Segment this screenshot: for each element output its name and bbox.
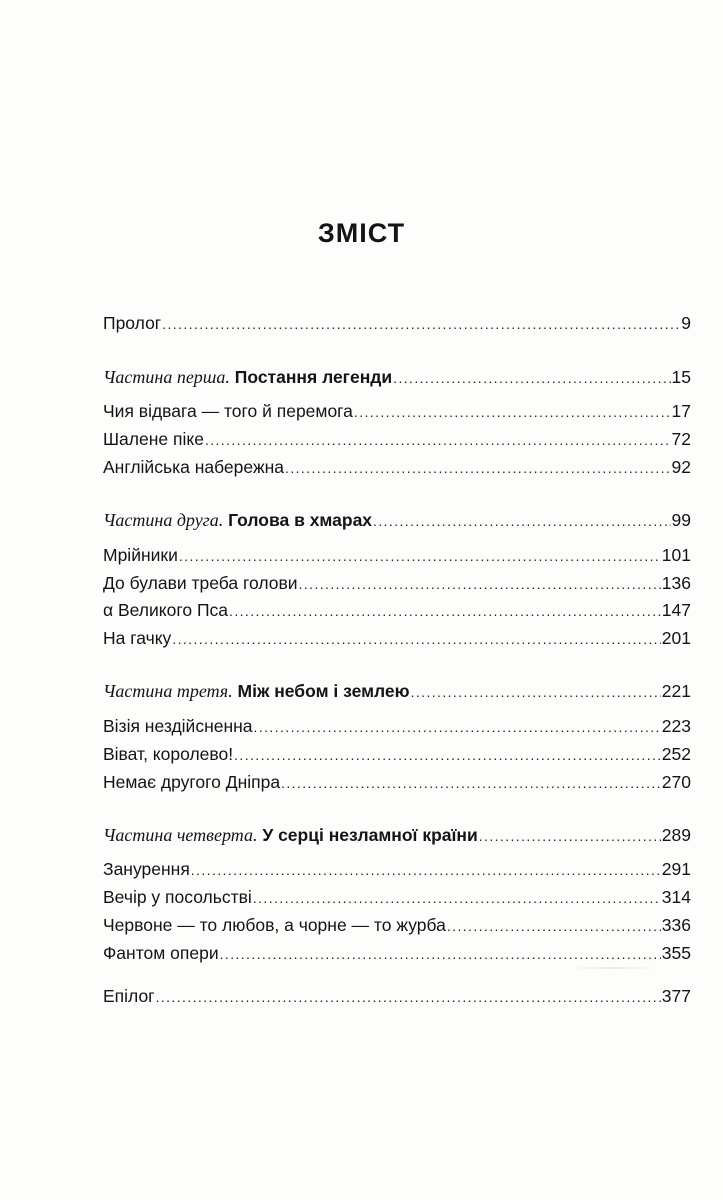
entry-page: 221 [661, 681, 691, 701]
entry-page: 336 [661, 915, 691, 935]
entry-page: 314 [661, 887, 691, 907]
toc-entry [103, 542, 691, 568]
toc-entry [103, 769, 691, 795]
toc-entry [103, 856, 691, 882]
dot-leader [253, 885, 661, 911]
dot-leader [220, 941, 661, 967]
part-prefix: Частина третя. [103, 681, 233, 701]
toc-entry [103, 741, 691, 767]
dot-leader [299, 571, 661, 597]
toc-entry [103, 625, 691, 651]
entry-label: Пролог [103, 313, 162, 333]
toc-title: ЗМІСТ [317, 218, 406, 248]
toc-entry [103, 570, 691, 596]
toc-entry-prolog [103, 310, 691, 336]
dot-leader [234, 742, 661, 768]
toc-part-4 [103, 822, 691, 848]
toc-part-1 [103, 364, 691, 390]
entry-label: α Великого Пса [103, 600, 229, 620]
entry-page: 147 [661, 600, 691, 620]
toc-part-2 [103, 507, 691, 533]
entry-page: 289 [661, 825, 691, 845]
entry-label: Англійська набережна [103, 457, 285, 477]
part-label [103, 507, 372, 533]
entry-page: 377 [661, 986, 691, 1006]
entry-page: 15 [671, 367, 691, 387]
entry-label: Шалене піке [103, 429, 204, 449]
toc-entry [103, 912, 691, 938]
entry-label: Епілог [103, 986, 155, 1006]
part-prefix: Частина четверта. [103, 825, 258, 845]
part-label [103, 678, 410, 704]
part-title: Постання легенди [234, 367, 393, 387]
dot-leader [285, 455, 670, 481]
toc-entry [103, 426, 691, 452]
toc-entry [103, 940, 691, 966]
entry-page: 9 [681, 313, 691, 333]
part-prefix: Частина друга. [103, 510, 224, 530]
toc-entry [103, 597, 691, 623]
entry-label: Занурення [103, 859, 190, 879]
entry-label: Чия відвага — того й перемога [103, 401, 353, 421]
toc-entry [103, 454, 691, 480]
part-label [103, 822, 478, 848]
part-prefix: Частина перша. [103, 367, 230, 387]
entry-page: 201 [661, 628, 691, 648]
entry-label: Мрійники [103, 545, 178, 565]
entry-page: 291 [661, 859, 691, 879]
entry-page: 101 [661, 545, 691, 565]
toc-entry [103, 884, 691, 910]
dot-leader [393, 365, 670, 391]
part-title: Між небом і землею [237, 681, 410, 701]
dot-leader [162, 311, 680, 337]
entry-label: На гачку [103, 628, 172, 648]
entry-label: Немає другого Дніпра [103, 772, 281, 792]
dot-leader [254, 714, 661, 740]
entry-page: 223 [661, 716, 691, 736]
entry-label: Вечір у посольстві [103, 887, 252, 907]
entry-page: 99 [671, 510, 691, 530]
dot-leader [411, 679, 661, 705]
entry-page: 355 [661, 943, 691, 963]
dot-leader [229, 598, 661, 624]
toc-entry [103, 713, 691, 739]
entry-page: 136 [661, 573, 691, 593]
dot-leader [156, 984, 661, 1010]
entry-page: 252 [661, 744, 691, 764]
entry-label: Червоне — то любов, а чорне — то журба [103, 915, 446, 935]
paper-smudge [568, 967, 658, 969]
dot-leader [179, 543, 661, 569]
dot-leader [373, 508, 670, 534]
dot-leader [479, 823, 661, 849]
dot-leader [281, 770, 661, 796]
toc-entry [103, 398, 691, 424]
dot-leader [354, 399, 671, 425]
dot-leader [205, 427, 671, 453]
entry-label: Фантом опери [103, 943, 219, 963]
entry-page: 270 [661, 772, 691, 792]
part-title: Голова в хмарах [228, 510, 373, 530]
entry-page: 92 [671, 457, 691, 477]
part-label [103, 364, 392, 390]
toc-entry-epilog [103, 983, 691, 1009]
entry-label: До булави треба голови [103, 573, 298, 593]
toc-part-3 [103, 678, 691, 704]
entry-page: 17 [671, 401, 691, 421]
part-title: У серці незламної країни [262, 825, 478, 845]
entry-label: Візія нездійсненна [103, 716, 253, 736]
entry-page: 72 [671, 429, 691, 449]
dot-leader [191, 857, 661, 883]
dot-leader [172, 626, 660, 652]
dot-leader [447, 913, 661, 939]
entry-label: Віват, королево! [103, 744, 234, 764]
